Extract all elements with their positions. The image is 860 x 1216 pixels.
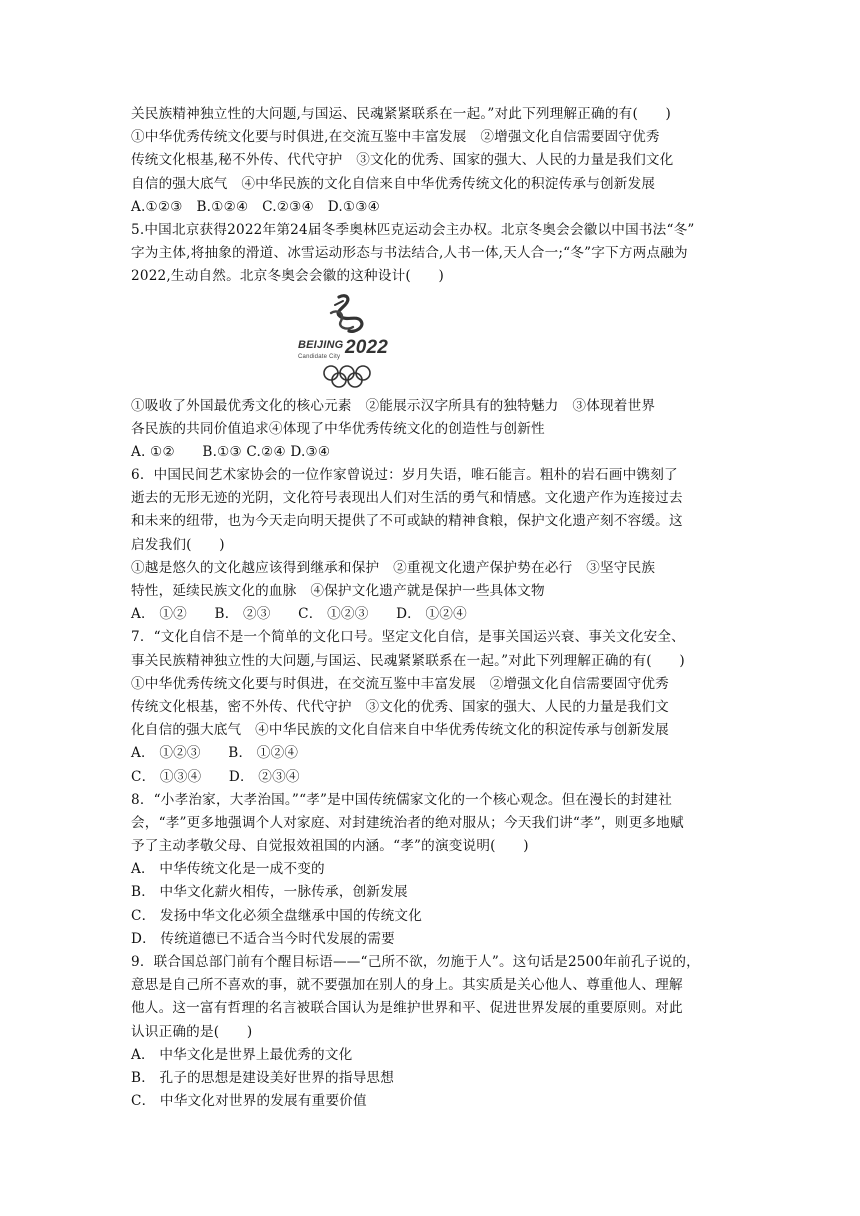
text-line: 特性，延续民族文化的血脉 ④保护文化遗产就是保护一些具体文物 (131, 583, 545, 599)
text-line: ①吸收了外国最优秀文化的核心元素 ②能展示汉字所具有的独特魅力 ③体现着世界 (131, 397, 656, 414)
text-line: 认识正确的是( ) (131, 1023, 253, 1040)
text-line: 自信的强大底气 ④中华民族的文化自信来自中华优秀传统文化的积淀传承与创新发展 (131, 175, 656, 192)
text-line: 关民族精神独立性的大问题,与国运、民魂紧紧联系在一起。”对此下列理解正确的有( ) (131, 106, 672, 122)
answer-options: C． ①③④ D． ②③④ (131, 768, 300, 785)
text-line: 传统文化根基,秘不外传、代代守护 ③文化的优秀、国家的强大、人民的力量是我们文化 (131, 152, 674, 169)
answer-option: D． 传统道德已不适合当今时代发展的需要 (131, 930, 395, 947)
question-9-line: 9．联合国总部门前有个醒目标语——“己所不欲，勿施于人”。这句话是2500年前孔子说的， (131, 954, 700, 970)
text-line: 启发我们( ) (131, 536, 225, 553)
text-line: 意思是自己所不喜欢的事，就不要强加在别人的身上。其实质是关心他人、尊重他人、理解 (131, 977, 683, 994)
question-6-line: 6．中国民间艺术家协会的一位作家曾说过：岁月失语，唯石能言。粗朴的岩石画中镌刻了 (131, 467, 678, 484)
text-line: 和未来的纽带，也为今天走向明天提供了不可或缺的精神食粮，保护文化遗产刻不容缓。这 (131, 513, 683, 530)
logo-row (131, 289, 741, 395)
text-line: 会，“孝”更多地强调个人对家庭、对封建统治者的绝对服从；今天我们讲“孝”，则更多地赋 (131, 814, 684, 831)
answer-option: B． 孔子的思想是建设美好世界的指导思想 (131, 1069, 394, 1086)
text-line: 逝去的无形无迹的光阴，文化符号表现出人们对生活的勇气和情感。文化遗产作为连接过去 (131, 490, 683, 507)
answer-option: C． 中华文化对世界的发展有重要价值 (131, 1093, 367, 1110)
answer-option: A． 中华文化是世界上最优秀的文化 (131, 1046, 353, 1063)
text-line: ①中华优秀传统文化要与时俱进,在交流互鉴中丰富发展 ②增强文化自信需要固守优秀 (131, 129, 660, 146)
question-5-line: 5.中国北京获得2022年第24届冬季奥林匹克运动会主办权。北京冬奥会会徽以中国书法“冬” (131, 221, 695, 238)
answer-option: C． 发扬中华文化必须全盘继承中国的传统文化 (131, 907, 422, 924)
answer-options: A.①②③ B.①②④ C.②③④ D.①③④ (131, 198, 381, 215)
text-line: ①中华优秀传统文化要与时俱进，在交流互鉴中丰富发展 ②增强文化自信需要固守优秀 (131, 675, 669, 692)
question-8-line: 8．“小孝治家，大孝治国。”“孝”是中国传统儒家文化的一个核心观念。但在漫长的封建社 (131, 791, 673, 808)
text-line: 化自信的强大底气 ④中华民族的文化自信来自中华优秀传统文化的积淀传承与创新发展 (131, 722, 669, 739)
emblem-graphic (295, 291, 405, 391)
text-line: 各民族的共同价值追求④体现了中华优秀传统文化的创造性与创新性 (131, 420, 545, 437)
emblem-candidate-text: Candidate City (298, 353, 341, 360)
text-line: 2022,生动自然。北京冬奥会会徽的这种设计( ) (131, 268, 445, 285)
answer-option: A． 中华传统文化是一成不变的 (131, 861, 325, 878)
text-line: ①越是悠久的文化越应该得到继承和保护 ②重视文化遗产保护势在必行 ③坚守民族 (131, 559, 656, 576)
beijing-2022-emblem (295, 291, 405, 391)
olympic-rings-icon (324, 366, 370, 387)
text-line: 事关民族精神独立性的大问题,与国运、民魂紧紧联系在一起。”对此下列理解正确的有( ) (131, 652, 685, 669)
answer-option: B． 中华文化薪火相传，一脉传承，创新发展 (131, 884, 408, 901)
text-line: 传统文化根基，密不外传、代代守护 ③文化的优秀、国家的强大、人民的力量是我们文 (131, 698, 669, 715)
answer-options: A． ①②③ B． ①②④ (131, 745, 299, 762)
answer-options: A. ①② B.①③ C.②④ D.③④ (131, 443, 331, 460)
emblem-beijing-text: BEIJING (298, 338, 344, 351)
answer-options: A． ①② B． ②③ C． ①②③ D． ①②④ (131, 606, 467, 623)
question-7-line: 7．“文化自信不是一个简单的文化口号。坚定文化自信，是事关国运兴衰、事关文化安全、 (131, 629, 685, 646)
text-line: 予了主动孝敬父母、自觉报效祖国的内涵。“孝”的演变说明( ) (131, 838, 529, 855)
document-body (131, 103, 741, 1113)
emblem-year-text: 2022 (345, 336, 389, 358)
text-line: 他人。这一富有哲理的名言被联合国认为是维护世界和平、促进世界发展的重要原则。对此 (131, 1000, 683, 1017)
text-line: 字为主体,将抽象的滑道、冰雪运动形态与书法结合,人书一体,天人合一;“冬”字下方两点融为 (131, 245, 688, 262)
